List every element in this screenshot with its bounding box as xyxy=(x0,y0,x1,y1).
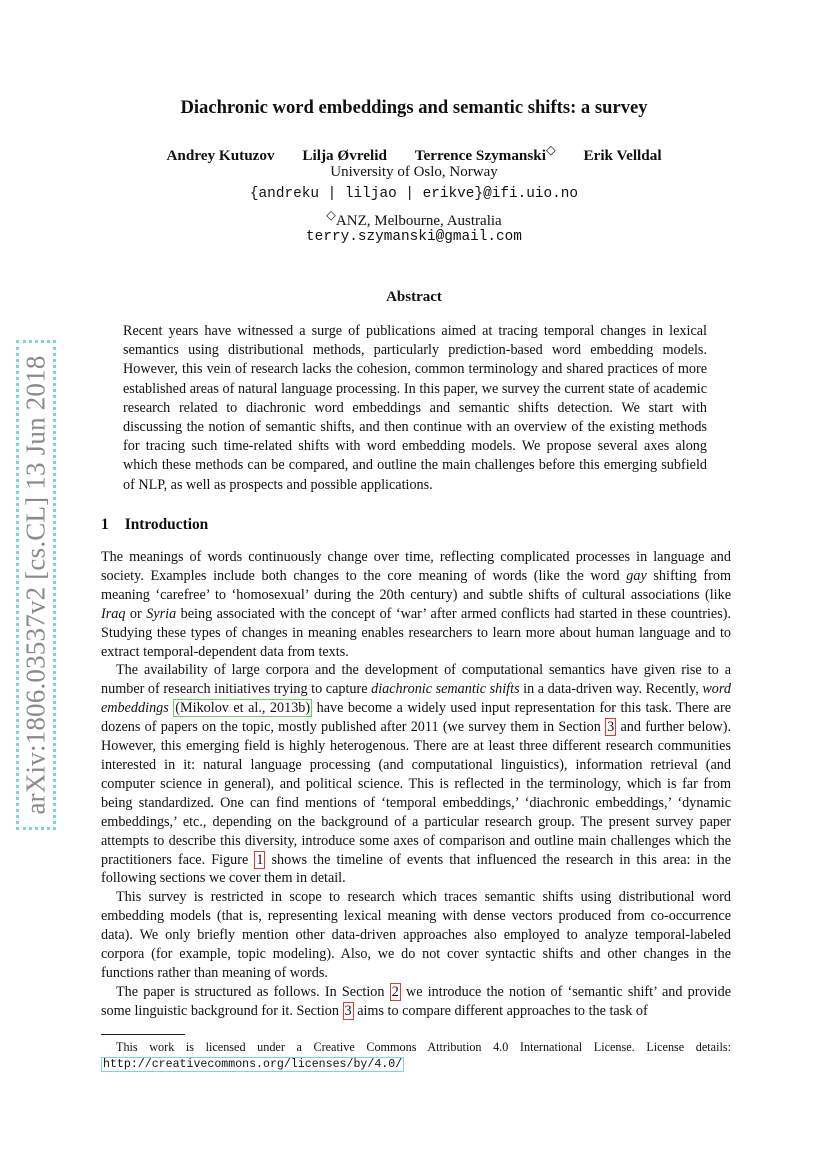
affiliation-mark: ◇ xyxy=(545,143,556,157)
footnote xyxy=(101,1040,731,1072)
citation-link[interactable]: (Mikolov et al., 2013b) xyxy=(175,700,311,717)
footnote-text: This work is licensed under a Creative Commons Attribution 4.0 International License. License details: xyxy=(116,1040,731,1054)
section-title: Introduction xyxy=(124,516,209,533)
paper-title: Diachronic word embeddings and semantic shifts: a survey xyxy=(180,97,648,118)
license-url-link[interactable]: http://creativecommons.org/licenses/by/4.0/ xyxy=(103,1057,403,1071)
author-name: Terrence Szymanski◇ xyxy=(414,143,556,165)
paragraph: The availability of large corpora and the development of computational semantics have given rise to a number of research initiatives trying to capture diachronic semantic shifts in a data-driven way. Recently, word embeddings (Mikolov et al., 2013b) have become a widely used input representation for this task. There are dozens of papers on the topic, mostly published after 2011 (we survey them in Section 3 and further below). However, this emerging field is highly heterogenous. There are at least three different research communities interested in it: natural language processing (and computational linguistics), information retrieval (and computer science in general), and political science. This is reflected in the terminology, which is far from being standardized. One can find mentions of ‘temporal embeddings,’ ‘diachronic embeddings,’ ‘dynamic embeddings,’ etc., depending on the background of a particular research group. The present survey paper attempts to describe this diversity, introduce some axes of comparison and outline main challenges which the practitioners face. Figure 1 shows the timeline of events that influenced the research in this area: in the following sections we cover them in detail. xyxy=(101,662,732,887)
abstract-heading: Abstract xyxy=(386,289,442,305)
introduction-body xyxy=(101,548,731,1021)
email-anz: terry.szymanski@gmail.com xyxy=(306,229,522,245)
affiliation-mark: ◇ xyxy=(326,208,336,222)
section-ref-link[interactable]: 2 xyxy=(391,983,399,1000)
section-number: 1 xyxy=(101,516,109,533)
figure-ref-link[interactable]: 1 xyxy=(256,851,264,868)
author-list xyxy=(0,142,828,165)
email-oslo: {andreku | liljao | erikve}@ifi.uio.no xyxy=(249,186,579,202)
paragraph: The paper is structured as follows. In Section 2 we introduce the notion of ‘semantic shift’ and provide some linguistic background for it. Section 3 aims to compare different approaches to the task of xyxy=(101,983,731,1019)
arxiv-identifier: arXiv:1806.03537v2 [cs.CL] 13 Jun 2018 xyxy=(20,355,51,815)
paragraph: The meanings of words continuously change over time, reflecting complicated processes in language and society. Examples include both changes to the core meaning of words (like the word gay shifting from meaning ‘carefree’ to ‘homosexual’ during the 20th century) and subtle shifts of cultural associations (like Iraq or Syria being associated with the concept of ‘war’ after armed conflicts had started in these countries). Studying these types of changes in meaning enables researchers to learn more about human language and to extract temporal-dependent data from texts. xyxy=(101,549,731,660)
footnote-rule xyxy=(101,1034,185,1035)
paragraph: This survey is restricted in scope to research which traces semantic shifts using distributional word embedding models (that is, representing lexical meaning with dense vectors produced from co-occurrence data). We only briefly mention other data-driven approaches also employed to analyze temporal-labeled corpora (for example, topic modeling). Also, we do not cover syntactic shifts and other changes in the functions rather than meaning of words. xyxy=(101,889,731,981)
author-name: Andrey Kutuzov xyxy=(166,147,275,165)
abstract-text: Recent years have witnessed a surge of publications aimed at tracing temporal changes in lexical semantics using distributional methods, particularly prediction-based word embedding models. However, this vein of research lacks the cohesion, common terminology and shared practices of more established areas of natural language processing. In this paper, we survey the current state of academic research related to diachronic word embeddings and semantic shifts detection. We start with discussing the notion of semantic shifts, and then continue with an overview of the existing methods for tracing such time-related shifts with word embedding models. We propose several axes along which these methods can be compared, and outline the main challenges before this emerging subfield of NLP, as well as prospects and possible applications. xyxy=(123,323,707,493)
section-heading xyxy=(101,516,208,534)
author-name: Erik Velldal xyxy=(583,147,662,165)
section-ref-link[interactable]: 3 xyxy=(607,719,615,736)
affiliation-oslo: University of Oslo, Norway xyxy=(330,164,498,180)
section-ref-link[interactable]: 3 xyxy=(344,1002,352,1019)
affiliation-anz: ◇ANZ, Melbourne, Australia xyxy=(326,208,502,229)
author-name: Lilja Øvrelid xyxy=(302,147,387,165)
arxiv-stamp[interactable] xyxy=(16,340,56,830)
